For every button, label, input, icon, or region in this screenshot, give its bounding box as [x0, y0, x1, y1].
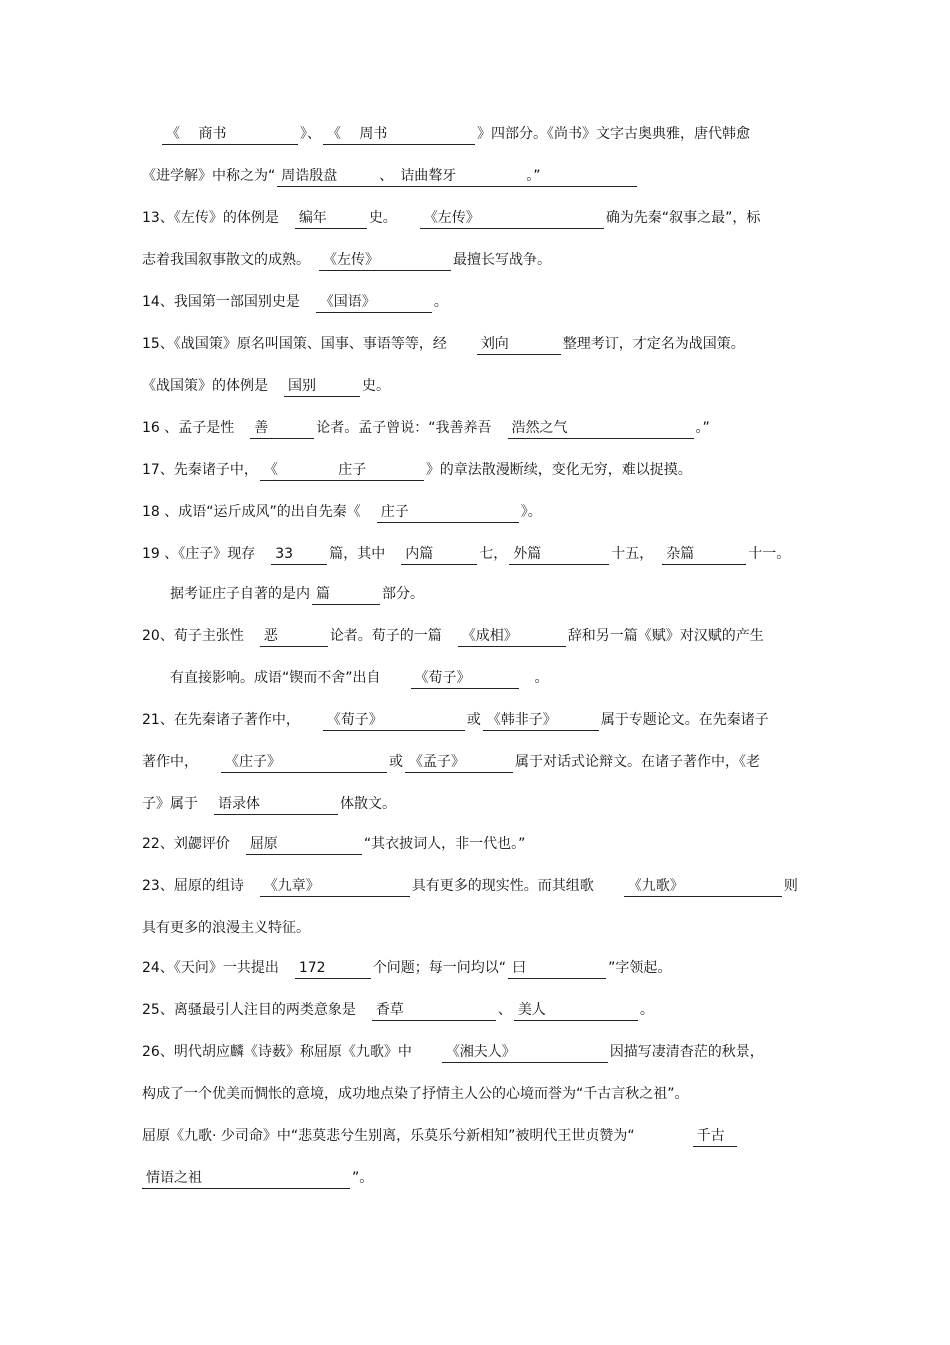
- answer-blank: [514, 1000, 638, 1021]
- answer-text: 《左传》: [322, 252, 379, 268]
- answer-blank: [250, 418, 314, 439]
- question-text: 16 、孟子是性: [142, 420, 249, 436]
- answer-text: 外篇: [513, 546, 542, 562]
- question-text: 属于专题论文。在先秦诸子: [600, 712, 769, 728]
- answer-blank: [319, 250, 451, 271]
- answer-text: 语录体: [217, 796, 260, 812]
- answer-text: 编年: [298, 210, 327, 226]
- answer-blank: [401, 544, 477, 565]
- question-text: 据考证庄子自著的是内: [142, 586, 310, 602]
- question-text: 史。: [368, 210, 418, 226]
- answer-text: 香草: [375, 1002, 404, 1018]
- question-text: 。”: [695, 420, 710, 436]
- answer-text: 杂篇: [666, 546, 695, 562]
- answer-text: 国别: [287, 378, 316, 394]
- answer-blank: [483, 710, 599, 731]
- answer-text: 《韩非子》: [486, 712, 557, 728]
- question-text: 七，: [479, 546, 508, 562]
- answer-blank: [312, 584, 380, 605]
- answer-blank: [214, 794, 338, 815]
- answer-text: 《 周书: [326, 126, 388, 142]
- answer-blank: [442, 1042, 608, 1063]
- question-text: 最擅长写战争。: [452, 252, 551, 268]
- answer-text: 172: [298, 960, 326, 976]
- question-text: 篇，其中: [329, 546, 400, 562]
- answer-text: 《成相》: [461, 628, 518, 644]
- question-text: 体散文。: [339, 796, 396, 812]
- question-text: 23、屈原的组诗: [142, 878, 258, 894]
- question-text: 、: [497, 1002, 512, 1018]
- answer-blank: [508, 958, 606, 979]
- answer-blank: [260, 876, 410, 897]
- answer-blank: [260, 626, 328, 647]
- question-text: 则: [783, 878, 798, 894]
- answer-blank: [477, 334, 561, 355]
- answer-blank: [377, 502, 519, 523]
- answer-blank: [162, 124, 298, 145]
- answer-text: 《九歌》: [627, 878, 684, 894]
- answer-blank: [509, 544, 609, 565]
- answer-blank: [295, 208, 367, 229]
- question-text: 十一。: [748, 546, 791, 562]
- question-text: 确为先秦“叙事之最”，标: [605, 210, 761, 226]
- question-text: 屈原《九歌· 少司命》中“悲莫悲兮生别离，乐莫乐兮新相知”被明代王世贞赞为“: [142, 1128, 691, 1144]
- question-text: 《进学解》中称之为“: [142, 168, 276, 184]
- answer-blank: [271, 544, 327, 565]
- answer-text: 善: [254, 420, 269, 436]
- question-text: 个问题；每一问均以“: [372, 960, 507, 976]
- answer-text: 《湘夫人》: [445, 1044, 516, 1060]
- question-text: 《战国策》的体例是: [142, 378, 282, 394]
- answer-text: 恶: [263, 628, 278, 644]
- answer-text: 《九章》: [263, 878, 320, 894]
- answer-text: 情语之祖: [146, 1170, 202, 1186]
- question-text: 18 、成语“运斤成风”的出自先秦《: [142, 504, 375, 520]
- question-text: ”。: [352, 1170, 374, 1186]
- answer-text: 篇: [315, 586, 330, 602]
- question-text: 志着我国叙事散文的成熟。: [142, 252, 317, 268]
- question-text: 或: [388, 754, 403, 770]
- question-text: 21、在先秦诸子著作中，: [142, 712, 321, 728]
- answer-blank: [277, 166, 637, 187]
- answer-text: 《孟子》: [408, 754, 465, 770]
- question-text: 15、《战国策》原名叫国策、国事、事语等等，经: [142, 336, 475, 352]
- question-text: 整理考订，才定名为战国策。: [562, 336, 745, 352]
- question-text: ”字领起。: [608, 960, 672, 976]
- question-text: 》、: [300, 126, 321, 142]
- question-text: 子》属于: [142, 796, 212, 812]
- question-text: 具有更多的现实性。而其组歌: [411, 878, 622, 894]
- answer-blank: [142, 1168, 350, 1189]
- question-text: 》的章法散漫断续，变化无穷，难以捉摸。: [425, 462, 692, 478]
- answer-text: 33: [275, 546, 294, 562]
- answer-blank: [624, 876, 782, 897]
- question-text: 》四部分。《尚书》文字古奥典雅，唐代韩愈: [476, 126, 750, 142]
- answer-blank: [246, 834, 362, 855]
- question-text: 史。: [361, 378, 390, 394]
- answer-blank: [295, 958, 371, 979]
- question-text: 。: [520, 670, 549, 686]
- answer-blank: [372, 1000, 496, 1021]
- answer-blank: [260, 460, 424, 481]
- question-text: 因描写凄清杳茫的秋景，: [609, 1044, 764, 1060]
- answer-blank: [411, 668, 519, 689]
- question-text: 24、《天问》一共提出: [142, 960, 293, 976]
- question-text: 25、离骚最引人注目的两类意象是: [142, 1002, 370, 1018]
- question-text: 13、《左传》的体例是: [142, 210, 293, 226]
- question-text: 十五，: [611, 546, 661, 562]
- answer-blank: [323, 124, 475, 145]
- question-text: 14、我国第一部国别史是: [142, 294, 314, 310]
- question-text: 有直接影响。成语“锲而不舍”出自: [142, 670, 409, 686]
- answer-blank: [458, 626, 566, 647]
- question-text: 具有更多的浪漫主义特征。: [142, 920, 310, 936]
- question-text: 部分。: [381, 586, 424, 602]
- question-text: 》。: [520, 504, 542, 520]
- answer-text: 浩然之气: [511, 420, 568, 436]
- answer-text: 《 庄子: [263, 462, 367, 478]
- answer-blank: [323, 710, 465, 731]
- answer-text: 内篇: [405, 546, 434, 562]
- answer-blank: [284, 376, 360, 397]
- answer-blank: [508, 418, 694, 439]
- answer-text: 美人: [517, 1002, 546, 1018]
- answer-text: 刘向: [480, 336, 509, 352]
- answer-text: 《庄子》: [224, 754, 281, 770]
- answer-text: 周诰殷盘 、 诘曲聱牙 。”: [281, 168, 541, 184]
- question-text: 19 、《庄子》现存: [142, 546, 270, 562]
- question-text: 论者。孟子曾说：“我善养吾: [316, 420, 506, 436]
- question-text: 20、荀子主张性: [142, 628, 258, 644]
- question-text: 。: [639, 1002, 654, 1018]
- question-text: 论者。荀子的一篇: [329, 628, 456, 644]
- answer-text: 《荀子》: [414, 670, 471, 686]
- answer-blank: [316, 292, 432, 313]
- answer-blank: [693, 1126, 737, 1147]
- answer-text: 屈原: [249, 836, 278, 852]
- question-text: 属于对话式论辩文。在诸子著作中，《老: [514, 754, 760, 770]
- answer-blank: [662, 544, 746, 565]
- question-text: 17、先秦诸子中，: [142, 462, 258, 478]
- answer-blank: [405, 752, 513, 773]
- answer-text: 《 商书: [166, 126, 227, 142]
- answer-blank: [221, 752, 387, 773]
- answer-text: 《国语》: [319, 294, 376, 310]
- question-text: 26、明代胡应麟《诗薮》称屈原《九歌》中: [142, 1044, 440, 1060]
- question-text: “其衣披词人，非一代也。”: [363, 836, 526, 852]
- answer-blank: [420, 208, 604, 229]
- question-text: 22、刘勰评价: [142, 836, 244, 852]
- answer-text: 曰: [512, 960, 527, 976]
- answer-text: 庄子: [380, 504, 409, 520]
- answer-text: 《左传》: [423, 210, 480, 226]
- answer-text: 《荀子》: [326, 712, 383, 728]
- answer-text: 千古: [696, 1128, 725, 1144]
- question-text: 或: [466, 712, 481, 728]
- question-text: 。: [433, 294, 448, 310]
- question-text: 著作中，: [142, 754, 219, 770]
- question-text: 辞和另一篇《赋》对汉赋的产生: [567, 628, 764, 644]
- question-text: 构成了一个优美而惆怅的意境，成功地点染了抒情主人公的心境而誉为“千古言秋之祖”。: [142, 1086, 689, 1102]
